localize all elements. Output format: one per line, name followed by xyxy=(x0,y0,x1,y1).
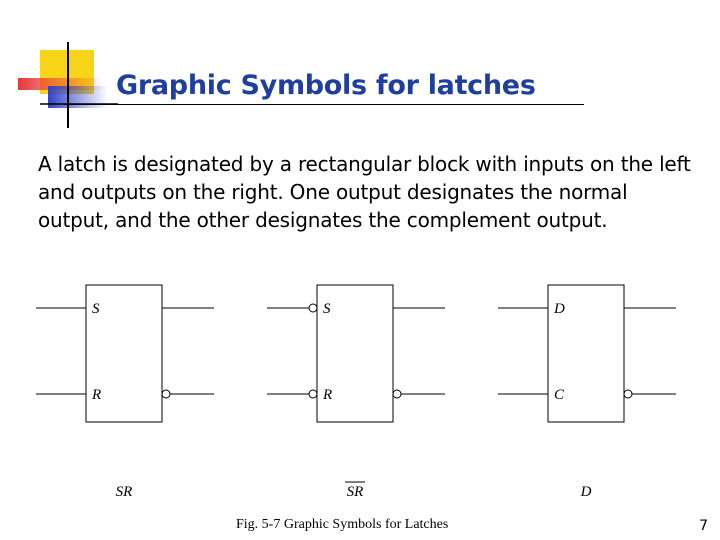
latch-symbols-diagram xyxy=(0,270,720,510)
bottom-input-label: R xyxy=(323,387,333,403)
top-input-label: S xyxy=(92,301,100,317)
latch-type-label: SR xyxy=(115,484,133,500)
body-paragraph: A latch is designated by a rectangular block with inputs on the left and outputs on the right. One output designates the normal output, and the other designates the complement output. xyxy=(38,152,691,232)
bottom-input-label: C xyxy=(554,387,565,403)
inversion-bubble xyxy=(309,390,317,398)
complement-output-bubble xyxy=(162,390,170,398)
inversion-bubble xyxy=(309,304,317,312)
title-divider xyxy=(64,104,584,105)
slide-title: Graphic Symbols for latches xyxy=(116,70,536,101)
latch-type-label: SR xyxy=(346,484,364,500)
figure-caption: Fig. 5-7 Graphic Symbols for Latches xyxy=(236,517,449,532)
top-input-label: D xyxy=(554,301,565,317)
top-input-label: S xyxy=(323,301,331,317)
slide-logo xyxy=(0,0,120,135)
complement-output-bubble xyxy=(393,390,401,398)
latch-type-label: D xyxy=(580,484,592,500)
bottom-input-label: R xyxy=(92,387,102,403)
page-number: 7 xyxy=(699,518,708,534)
complement-output-bubble xyxy=(624,390,632,398)
